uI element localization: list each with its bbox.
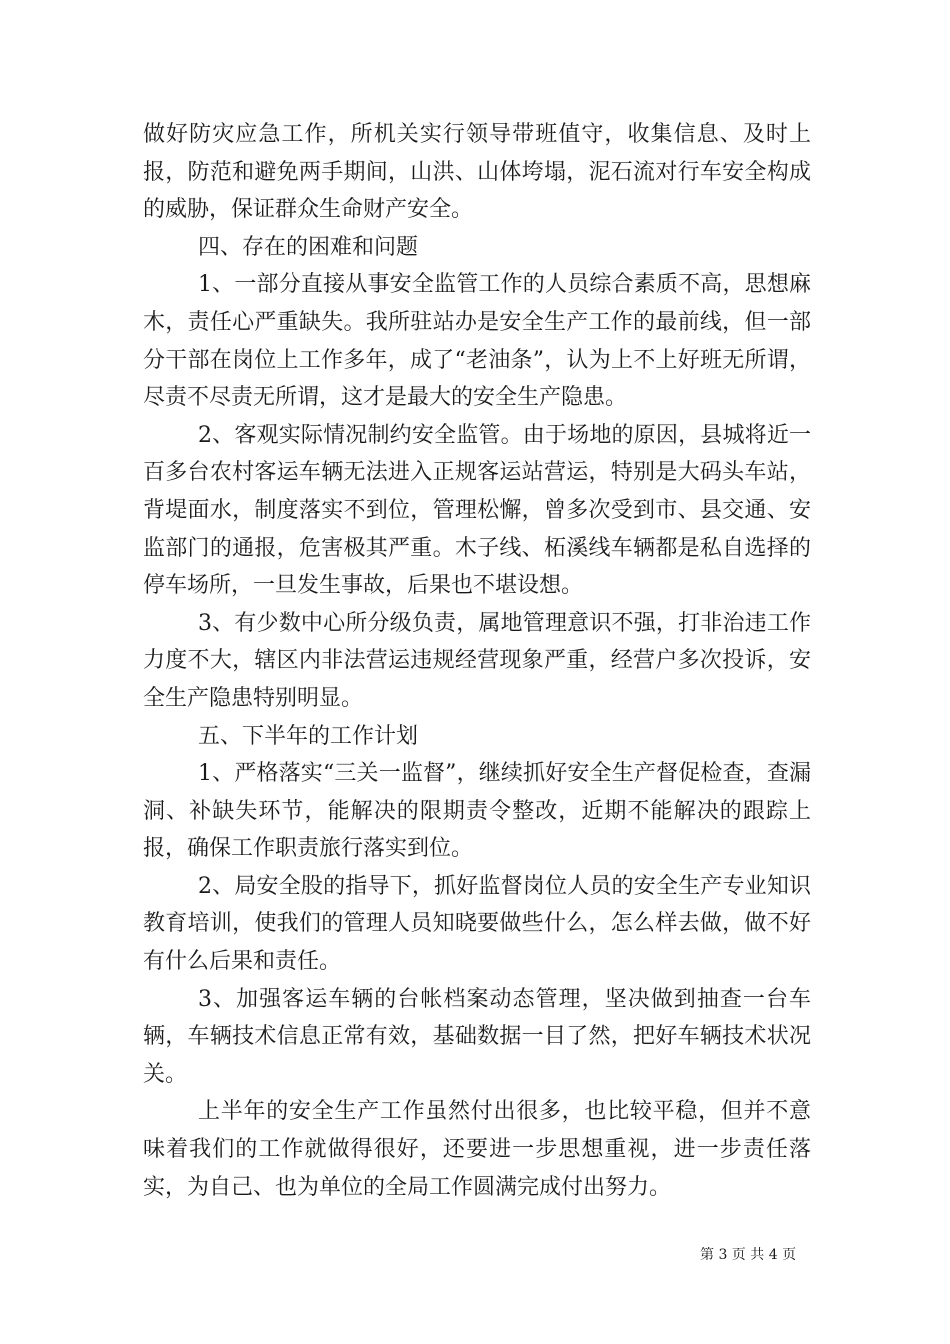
paragraph-plan-3: 3、加强客运车辆的台帐档案动态管理，坚决做到抽查一台车辆，车辆技术信息正常有效，基础数据一目了然，把好车辆技术状况关。 — [143, 986, 811, 1087]
document-body — [143, 116, 811, 1206]
section-heading-4: 四、存在的困难和问题 — [198, 234, 419, 260]
paragraph-plan-1: 1、严格落实“三关一监督”，继续抓好安全生产督促检查，查漏洞、补缺失环节，能解决的限期责令整改，近期不能解决的跟踪上报，确保工作职责旅行落实到位。 — [143, 761, 811, 862]
paragraph-problem-3: 3、有少数中心所分级负责，属地管理意识不强，打非治违工作力度不大，辖区内非法营运违规经营现象严重，经营户多次投诉，安全生产隐患特别明显。 — [143, 610, 811, 711]
section-heading-5: 五、下半年的工作计划 — [198, 723, 419, 749]
paragraph-conclusion: 上半年的安全生产工作虽然付出很多，也比较平稳，但并不意味着我们的工作就做得很好，还要进一步思想重视，进一步责任落实，为自己、也为单位的全局工作圆满完成付出努力。 — [143, 1099, 811, 1200]
page-number-footer: 第 3 页 共 4 页 — [700, 1247, 797, 1263]
paragraph-plan-2: 2、局安全股的指导下，抓好监督岗位人员的安全生产专业知识教育培训，使我们的管理人员知晓要做些什么，怎么样去做，做不好有什么后果和责任。 — [143, 873, 811, 975]
paragraph-continuation: 做好防灾应急工作，所机关实行领导带班值守，收集信息、及时上报，防范和避免两手期间，山洪、山体垮塌，泥石流对行车安全构成的威胁，保证群众生命财产安全。 — [143, 122, 811, 223]
paragraph-problem-1: 1、一部分直接从事安全监管工作的人员综合素质不高，思想麻木，责任心严重缺失。我所驻站办是安全生产工作的最前线，但一部分干部在岗位上工作多年，成了“老油条”，认为上不上好班无所谓，尽责不尽责无所谓，这才是最大的安全生产隐患。 — [143, 272, 811, 411]
paragraph-problem-2: 2、客观实际情况制约安全监管。由于场地的原因，县城将近一百多台农村客运车辆无法进入正规客运站营运，特别是大码头车站，背堤面水，制度落实不到位，管理松懈，曾多次受到市、县交通、安监部门的通报，危害极其严重。木子线、柘溪线车辆都是私自选择的停车场所，一旦发生事故，后果也不堪设想。 — [143, 422, 811, 599]
